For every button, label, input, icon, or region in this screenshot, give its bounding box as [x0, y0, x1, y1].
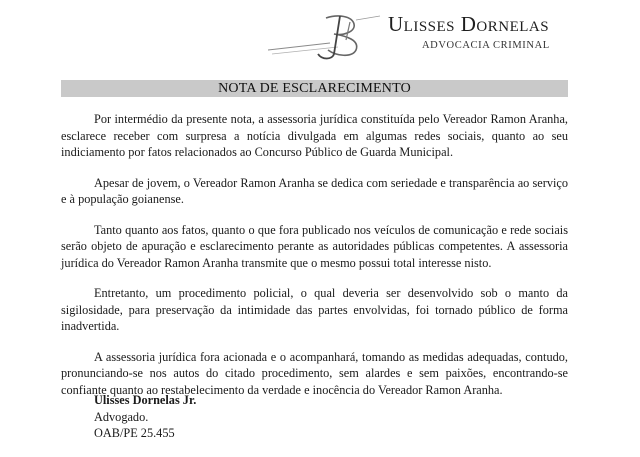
paragraph-4: Entretanto, um procedimento policial, o qual deveria ser desenvolvido sob o manto da sigilosidade, para preservação da intimidade das partes envolvidas, foi tornado público de forma inadvertida.	[61, 286, 568, 333]
paragraph-3: Tanto quanto aos fatos, quanto o que fora publicado nos veículos de comunicação e rede sociais serão objeto de apuração e esclarecimento perante as autoridades públicas competentes. A assessoria jurídica do Vereador Ramon Aranha transmite que o mesmo possui total interesse nisto.	[61, 222, 568, 270]
paragraph-2: Apesar de jovem, o Vereador Ramon Aranha se dedica com seriedade e transparência ao serviço e à população goianense.	[61, 175, 568, 206]
signature-registration: OAB/PE 25.455	[94, 426, 175, 440]
signature-role: Advogado.	[94, 409, 149, 424]
document-title: NOTA DE ESCLARECIMENTO	[61, 80, 568, 97]
letterhead	[0, 0, 640, 70]
firm-logo-icon	[268, 10, 386, 62]
paragraph-1: Por intermédio da presente nota, a assessoria jurídica constituída pelo Vereador Ramon Aranha, esclarece receber com surpresa a notícia divulgada em algumas redes sociais, quanto ao seu indiciamento por fatos relacionados ao Concurso Público de Guarda Municipal.	[61, 112, 568, 159]
signature-name: Ulisses Dornelas Jr.	[94, 393, 197, 407]
signature-block	[94, 392, 196, 442]
firm-subtitle: ADVOCACIA CRIMINAL	[422, 40, 550, 51]
firm-name: Ulisses Dornelas	[388, 12, 550, 36]
paragraph-5: A assessoria jurídica fora acionada e o acompanhará, tomando as medidas adequadas, contudo, pronunciando-se nos autos do citado procedimento, sem alardes e sem paixões, encontrando-se confiante quanto ao restabelecimento da verdade e inocência do Vereador Ramon Aranha.	[61, 349, 568, 397]
document-body	[61, 111, 568, 412]
